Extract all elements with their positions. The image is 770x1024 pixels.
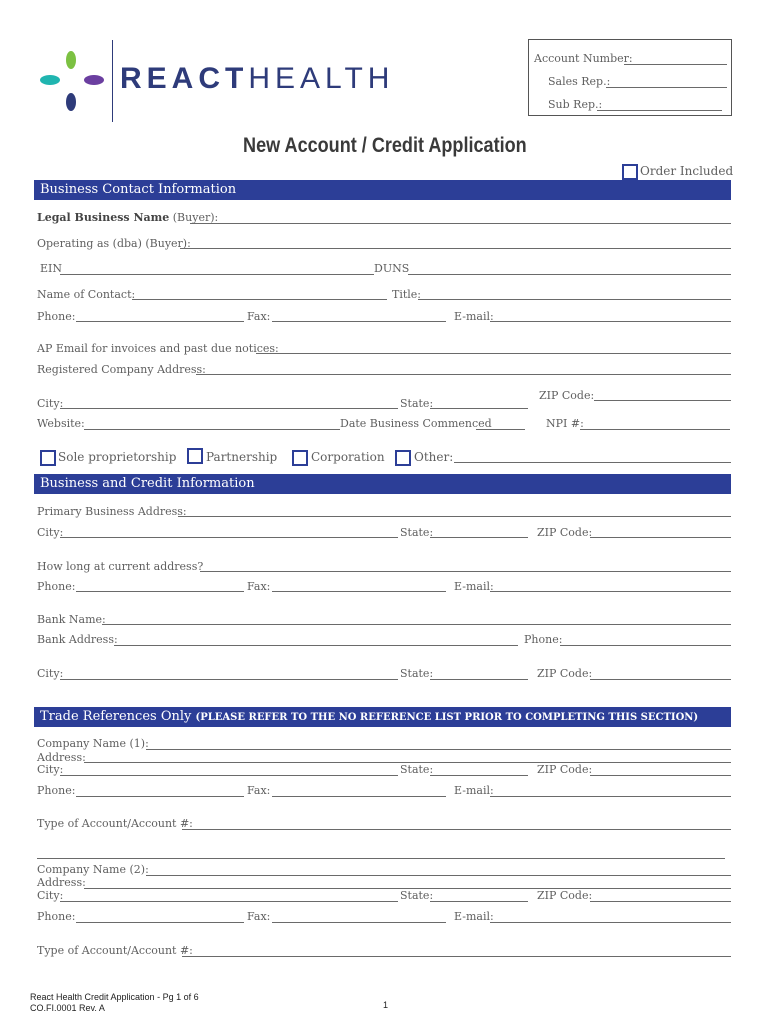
ref2-email-label: E-mail: — [454, 910, 494, 923]
trade-references-title: Trade References Only — [40, 709, 192, 724]
other-field[interactable] — [454, 462, 731, 463]
ref2-company-label: Company Name (2): — [37, 863, 149, 876]
ref2-email-field[interactable] — [490, 922, 731, 923]
section-header-trade-references — [34, 707, 731, 727]
ref2-address-label: Address: — [37, 876, 86, 889]
bank-zip-label: ZIP Code: — [537, 667, 593, 680]
ref2-zip-field[interactable] — [590, 901, 731, 902]
ref1-company-label: Company Name (1): — [37, 737, 149, 750]
other-label: Other: — [414, 450, 454, 464]
ref1-state-label: State: — [400, 763, 434, 776]
ref1-company-field[interactable] — [146, 749, 731, 750]
ref1-address-label: Address: — [37, 751, 86, 764]
ref2-state-label: State: — [400, 889, 434, 902]
bank-state-field[interactable] — [430, 679, 528, 680]
bank-name-label: Bank Name: — [37, 613, 106, 626]
order-included-label: Order Included — [640, 164, 734, 178]
ap-email-label: AP Email for invoices and past due notices: — [37, 342, 279, 355]
bank-phone-field[interactable] — [560, 645, 731, 646]
partnership-checkbox[interactable] — [187, 448, 203, 464]
ap-email-field[interactable] — [256, 353, 731, 354]
dba-label: Operating as (dba) (Buyer): — [37, 237, 191, 250]
s2-email-field[interactable] — [490, 591, 731, 592]
section-header-business-contact: Business Contact Information — [34, 180, 731, 200]
logo-mark-icon — [34, 44, 114, 124]
npi-label: NPI #: — [546, 417, 584, 430]
contact-name-label: Name of Contact: — [37, 288, 136, 301]
other-checkbox[interactable] — [395, 450, 411, 466]
email-label: E-mail: — [454, 310, 494, 323]
sole-proprietorship-checkbox[interactable] — [40, 450, 56, 466]
ref2-account-type-field[interactable] — [182, 956, 731, 957]
primary-address-label: Primary Business Address: — [37, 505, 187, 518]
ref2-phone-label: Phone: — [37, 910, 76, 923]
phone-label: Phone: — [37, 310, 76, 323]
s2-phone-label: Phone: — [37, 580, 76, 593]
logo-wordmark — [120, 62, 394, 96]
ref1-phone-label: Phone: — [37, 784, 76, 797]
contact-title-label: Title: — [392, 288, 422, 301]
registered-address-label: Registered Company Address: — [37, 363, 206, 376]
bank-address-label: Bank Address: — [37, 633, 118, 646]
logo-word-health: HEALTH — [248, 62, 395, 95]
bank-city-label: City: — [37, 667, 64, 680]
section-header-business-credit: Business and Credit Information — [34, 474, 731, 494]
ref1-fax-field[interactable] — [272, 796, 446, 797]
separator-line — [37, 858, 725, 859]
s2-phone-field[interactable] — [76, 591, 244, 592]
s2-state-field[interactable] — [430, 537, 528, 538]
ref1-zip-field[interactable] — [590, 775, 731, 776]
ref2-fax-field[interactable] — [272, 922, 446, 923]
date-commenced-label: Date Business Commenced — [340, 417, 492, 430]
legal-name-field[interactable] — [190, 223, 731, 224]
trade-references-note: (PLEASE REFER TO THE NO REFERENCE LIST PRIOR TO COMPLETING THIS SECTION) — [195, 712, 699, 723]
zip-label: ZIP Code: — [539, 389, 595, 402]
ein-label: EIN — [40, 262, 62, 275]
ref1-account-type-field[interactable] — [182, 829, 731, 830]
ref2-city-field[interactable] — [60, 901, 398, 902]
bank-phone-label: Phone: — [524, 633, 563, 646]
s2-email-label: E-mail: — [454, 580, 494, 593]
ref1-account-type-label: Type of Account/Account #: — [37, 817, 193, 830]
logo-divider — [112, 40, 113, 122]
s2-fax-label: Fax: — [247, 580, 271, 593]
ref1-state-field[interactable] — [430, 775, 528, 776]
zip-field[interactable] — [594, 400, 731, 401]
duns-label: DUNS — [374, 262, 410, 275]
ein-field[interactable] — [60, 274, 374, 275]
bank-address-field[interactable] — [114, 645, 518, 646]
contact-name-field[interactable] — [132, 299, 387, 300]
duns-field[interactable] — [408, 274, 731, 275]
ref1-city-field[interactable] — [60, 775, 398, 776]
account-number-label: Account Number: — [534, 52, 633, 65]
bank-city-field[interactable] — [60, 679, 398, 680]
ref2-city-label: City: — [37, 889, 64, 902]
ref2-fax-label: Fax: — [247, 910, 271, 923]
state-field[interactable] — [430, 408, 528, 409]
fax-field[interactable] — [272, 321, 446, 322]
bank-state-label: State: — [400, 667, 434, 680]
ref1-phone-field[interactable] — [76, 796, 244, 797]
ref2-account-type-label: Type of Account/Account #: — [37, 944, 193, 957]
ref2-company-field[interactable] — [146, 875, 731, 876]
city-field[interactable] — [60, 408, 398, 409]
s2-zip-label: ZIP Code: — [537, 526, 593, 539]
npi-field[interactable] — [580, 429, 730, 430]
dba-field[interactable] — [180, 248, 731, 249]
ref1-zip-label: ZIP Code: — [537, 763, 593, 776]
page-title: New Account / Credit Application — [243, 134, 527, 157]
footer-line2: CO.FI.0001 Rev. A — [30, 1003, 105, 1013]
ref1-email-label: E-mail: — [454, 784, 494, 797]
s2-state-label: State: — [400, 526, 434, 539]
email-field[interactable] — [490, 321, 731, 322]
sub-rep-label: Sub Rep.: — [548, 98, 603, 111]
corporation-label: Corporation — [311, 450, 385, 464]
how-long-field[interactable] — [200, 571, 731, 572]
s2-city-field[interactable] — [60, 537, 398, 538]
registered-address-field[interactable] — [196, 374, 731, 375]
primary-address-field[interactable] — [178, 516, 731, 517]
ref2-state-field[interactable] — [430, 901, 528, 902]
sales-rep-label: Sales Rep.: — [548, 75, 611, 88]
phone-field[interactable] — [76, 321, 244, 322]
account-number-field[interactable] — [624, 64, 727, 65]
contact-title-field[interactable] — [418, 299, 731, 300]
legal-name-label-bold: Legal Business Name — [37, 211, 170, 224]
s2-city-label: City: — [37, 526, 64, 539]
ref1-city-label: City: — [37, 763, 64, 776]
ref1-email-field[interactable] — [490, 796, 731, 797]
legal-name-label-rest: (Buyer): — [172, 211, 219, 224]
bank-zip-field[interactable] — [590, 679, 731, 680]
website-field[interactable] — [84, 429, 340, 430]
sole-proprietorship-label: Sole proprietorship — [58, 450, 177, 464]
date-commenced-field[interactable] — [476, 429, 525, 430]
footer-line1: React Health Credit Application - Pg 1 of 6 — [30, 992, 199, 1002]
state-label: State: — [400, 397, 434, 410]
footer-doc-info — [30, 992, 199, 1014]
corporation-checkbox[interactable] — [292, 450, 308, 466]
partnership-label: Partnership — [206, 450, 278, 464]
order-included-checkbox[interactable] — [622, 164, 638, 180]
how-long-label: How long at current address? — [37, 560, 204, 573]
logo-word-react: REACT — [120, 62, 249, 95]
s2-fax-field[interactable] — [272, 591, 446, 592]
bank-name-field[interactable] — [102, 624, 731, 625]
website-label: Website: — [37, 417, 85, 430]
ref2-zip-label: ZIP Code: — [537, 889, 593, 902]
sub-rep-field[interactable] — [597, 110, 722, 111]
ref1-fax-label: Fax: — [247, 784, 271, 797]
ref2-phone-field[interactable] — [76, 922, 244, 923]
page-number: 1 — [383, 1000, 389, 1010]
sales-rep-field[interactable] — [606, 87, 727, 88]
city-label: City: — [37, 397, 64, 410]
s2-zip-field[interactable] — [590, 537, 731, 538]
fax-label: Fax: — [247, 310, 271, 323]
